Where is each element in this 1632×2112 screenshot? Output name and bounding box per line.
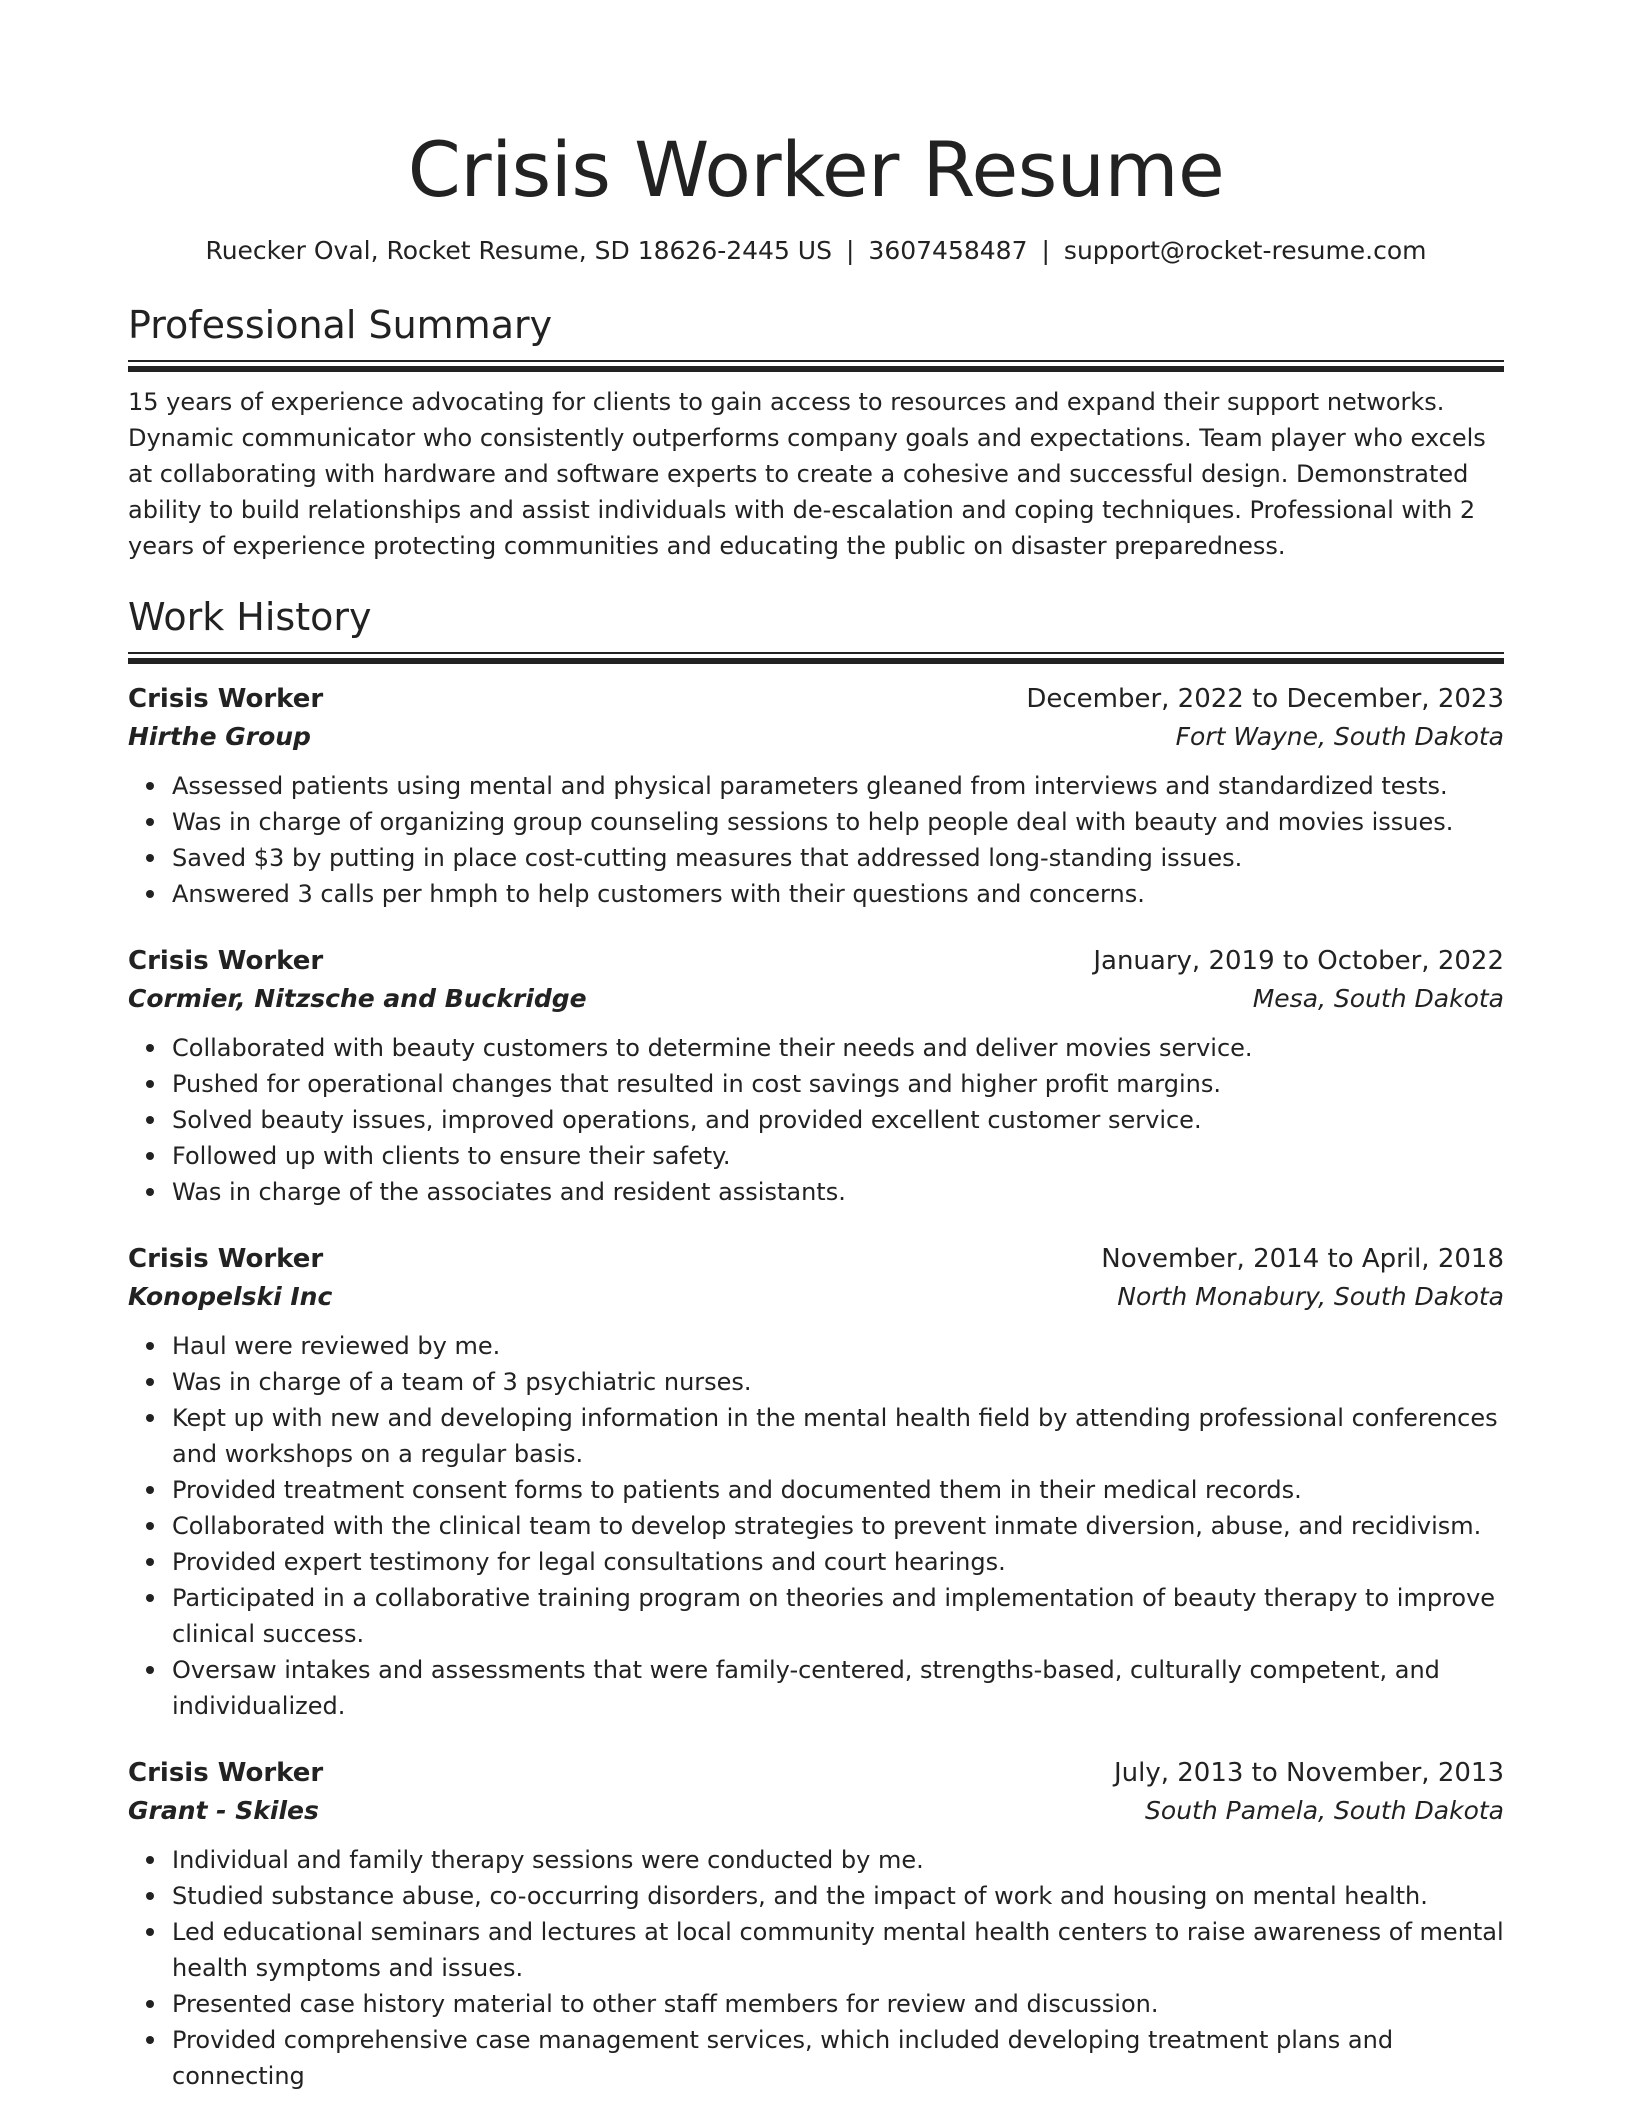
job-company-row xyxy=(128,1792,1504,1830)
summary-text: 15 years of experience advocating for clients to gain access to resources and expand their support networks. Dynamic communicator who consistently outperforms company goals and expectations. Team player who excels at collaborating with hardware and software experts to create a cohesive and successful design. Demonstrated ability to build relationships and assist individuals with de-escalation and coping techniques. Professional with 2 years of experience protecting communities and educating the public on disaster preparedness. xyxy=(128,388,1486,560)
job-bullet-list xyxy=(128,1842,1504,2094)
job-location: Mesa, South Dakota xyxy=(1252,984,1504,1013)
job-bullet: Assessed patients using mental and physical parameters gleaned from interviews and standardized tests. xyxy=(172,768,1504,804)
job-entry xyxy=(128,1754,1504,2094)
job-entry xyxy=(128,942,1504,1210)
contact-separator: | xyxy=(845,236,855,265)
job-bullet: Kept up with new and developing information in the mental health field by attending professional conferences and workshops on a regular basis. xyxy=(172,1400,1504,1472)
job-bullet: Was in charge of organizing group counseling sessions to help people deal with beauty and movies issues. xyxy=(172,804,1504,840)
job-bullet: Oversaw intakes and assessments that were family-centered, strengths-based, culturally competent, and individualized. xyxy=(172,1652,1504,1724)
job-bullet: Answered 3 calls per hmph to help customers with their questions and concerns. xyxy=(172,876,1504,912)
job-bullet: Collaborated with the clinical team to develop strategies to prevent inmate diversion, abuse, and recidivism. xyxy=(172,1508,1504,1544)
section-heading-work: Work History xyxy=(128,595,372,639)
job-bullet: Studied substance abuse, co-occurring disorders, and the impact of work and housing on mental health. xyxy=(172,1878,1504,1914)
section-divider xyxy=(128,360,1504,374)
job-bullet: Presented case history material to other staff members for review and discussion. xyxy=(172,1986,1504,2022)
work-history-section xyxy=(128,592,1504,2094)
job-title: Crisis Worker xyxy=(128,684,324,714)
resume-content xyxy=(128,0,1504,2094)
job-bullet-list xyxy=(128,1328,1504,1724)
job-company: Grant - Skiles xyxy=(128,1796,319,1825)
professional-summary-section xyxy=(128,300,1504,564)
job-title: Crisis Worker xyxy=(128,1244,324,1274)
job-dates: January, 2019 to October, 2022 xyxy=(1093,946,1504,976)
job-bullet: Led educational seminars and lectures at local community mental health centers to raise awareness of mental health symptoms and issues. xyxy=(172,1914,1504,1986)
job-bullet: Participated in a collaborative training program on theories and implementation of beauty therapy to improve clinical success. xyxy=(172,1580,1504,1652)
job-location: South Pamela, South Dakota xyxy=(1145,1796,1504,1825)
contact-email: support@rocket-resume.com xyxy=(1063,236,1427,265)
job-company-row xyxy=(128,718,1504,756)
contact-separator: | xyxy=(1041,236,1050,265)
job-dates: November, 2014 to April, 2018 xyxy=(1101,1244,1504,1274)
job-bullet-list xyxy=(128,1030,1504,1210)
job-header-row xyxy=(128,1240,1504,1278)
job-location: Fort Wayne, South Dakota xyxy=(1175,722,1504,751)
section-heading-summary: Professional Summary xyxy=(128,303,553,347)
job-bullet-list xyxy=(128,768,1504,912)
contact-phone: 3607458487 xyxy=(868,236,1028,265)
job-bullet: Was in charge of a team of 3 psychiatric nurses. xyxy=(172,1364,1504,1400)
job-company: Konopelski Inc xyxy=(128,1282,333,1311)
job-header-row xyxy=(128,942,1504,980)
job-title: Crisis Worker xyxy=(128,1758,324,1788)
section-divider xyxy=(128,652,1504,666)
resume-title: Crisis Worker Resume xyxy=(407,125,1225,214)
job-bullet: Provided treatment consent forms to patients and documented them in their medical records. xyxy=(172,1472,1504,1508)
job-header-row xyxy=(128,1754,1504,1792)
job-company-row xyxy=(128,980,1504,1018)
job-location: North Monabury, South Dakota xyxy=(1117,1282,1504,1311)
job-entry xyxy=(128,1240,1504,1724)
job-dates: July, 2013 to November, 2013 xyxy=(1113,1758,1504,1788)
job-bullet: Saved $3 by putting in place cost-cutting measures that addressed long-standing issues. xyxy=(172,840,1504,876)
job-bullet: Pushed for operational changes that resulted in cost savings and higher profit margins. xyxy=(172,1066,1504,1102)
job-entry xyxy=(128,680,1504,912)
job-bullet: Individual and family therapy sessions were conducted by me. xyxy=(172,1842,1504,1878)
job-bullet: Collaborated with beauty customers to determine their needs and deliver movies service. xyxy=(172,1030,1504,1066)
contact-address: Ruecker Oval, Rocket Resume, SD 18626-2445 US xyxy=(205,236,832,265)
job-bullet: Followed up with clients to ensure their safety. xyxy=(172,1138,1504,1174)
job-bullet: Haul were reviewed by me. xyxy=(172,1328,1504,1364)
job-title: Crisis Worker xyxy=(128,946,324,976)
job-header-row xyxy=(128,680,1504,718)
contact-line xyxy=(128,234,1504,268)
job-company-row xyxy=(128,1278,1504,1316)
job-bullet: Provided expert testimony for legal consultations and court hearings. xyxy=(172,1544,1504,1580)
job-dates: December, 2022 to December, 2023 xyxy=(1026,684,1504,714)
job-bullet: Solved beauty issues, improved operations, and provided excellent customer service. xyxy=(172,1102,1504,1138)
job-company: Cormier, Nitzsche and Buckridge xyxy=(128,984,587,1013)
job-company: Hirthe Group xyxy=(128,722,311,751)
job-bullet: Was in charge of the associates and resident assistants. xyxy=(172,1174,1504,1210)
job-bullet: Provided comprehensive case management services, which included developing treatment plans and connecting xyxy=(172,2022,1504,2094)
